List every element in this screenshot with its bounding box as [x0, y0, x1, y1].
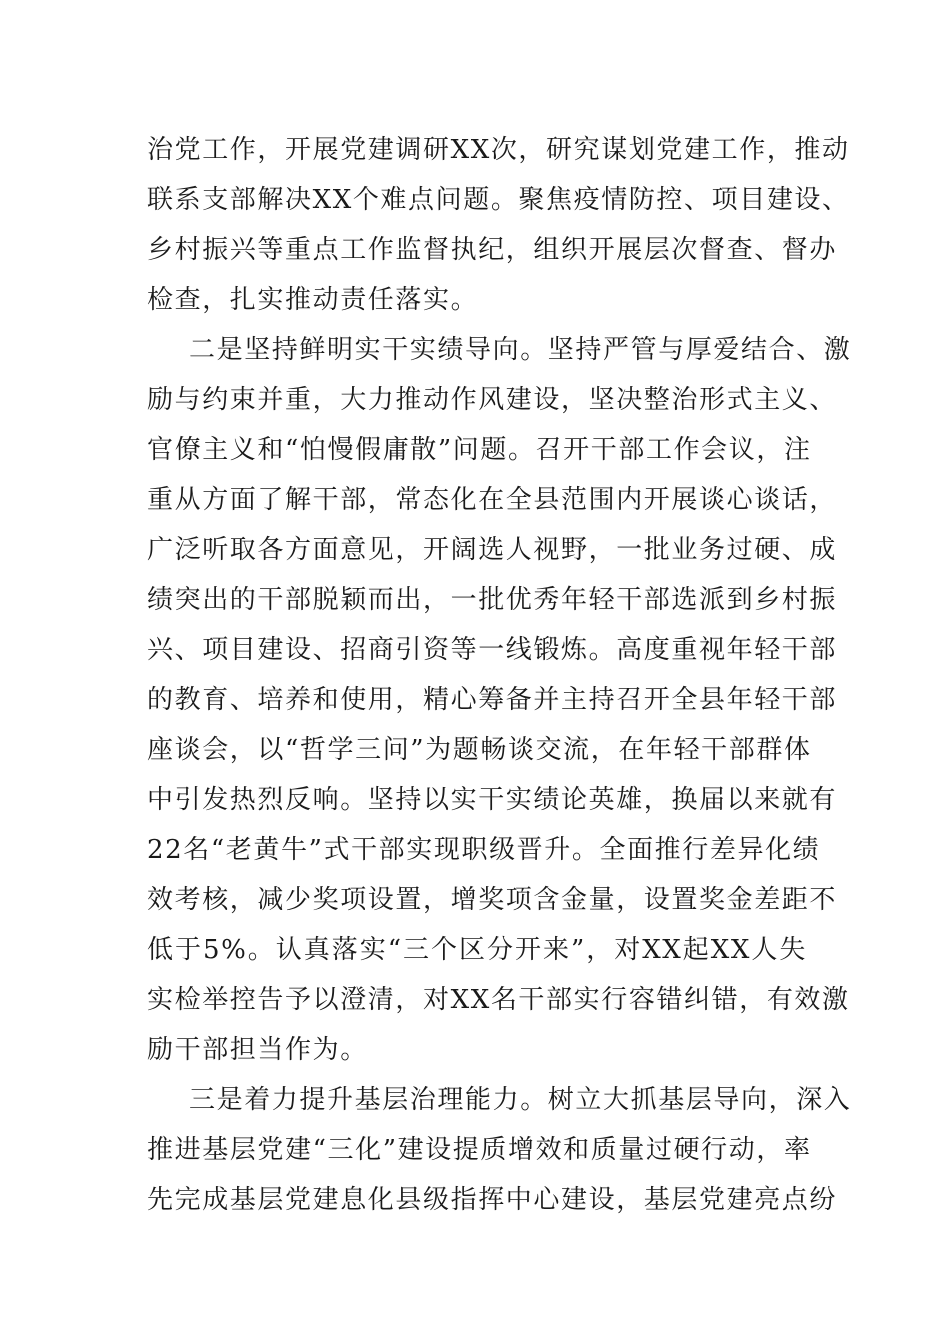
paragraph-line: 座谈会，以“哲学三问”为题畅谈交流，在年轻干部群体: [147, 735, 812, 765]
paragraph-line: 绩突出的干部脱颖而出，一批优秀年轻干部选派到乡村振: [147, 585, 838, 615]
paragraph-line: 联系支部解决XX个难点问题。聚焦疫情防控、项目建设、: [147, 185, 850, 215]
paragraph-line: 检查，扎实推动责任落实。: [147, 285, 479, 315]
paragraph-line: 22名“老黄牛”式干部实现职级晋升。全面推行差异化绩: [147, 835, 821, 865]
paragraph-line: 广泛听取各方面意见，开阔选人视野，一批业务过硬、成: [147, 535, 838, 565]
paragraph-line: 先完成基层党建息化县级指挥中心建设，基层党建亮点纷: [147, 1185, 838, 1215]
paragraph-line: 乡村振兴等重点工作监督执纪，组织开展层次督查、督办: [147, 235, 838, 265]
paragraph-line: 兴、项目建设、招商引资等一线锻炼。高度重视年轻干部: [147, 635, 838, 665]
paragraph-line: 推进基层党建“三化”建设提质增效和质量过硬行动，率: [147, 1135, 812, 1165]
paragraph-line: 效考核，减少奖项设置，增奖项含金量，设置奖金差距不: [147, 885, 838, 915]
paragraph-line: 中引发热烈反响。坚持以实干实绩论英雄，换届以来就有: [147, 785, 838, 815]
paragraph-line: 励与约束并重，大力推动作风建设，坚决整治形式主义、: [147, 385, 838, 415]
paragraph-first-line: 二是坚持鲜明实干实绩导向。坚持严管与厚爱结合、激: [189, 335, 852, 365]
paragraph-line: 治党工作，开展党建调研XX次，研究谋划党建工作，推动: [147, 135, 850, 165]
paragraph-first-line: 三是着力提升基层治理能力。树立大抓基层导向，深入: [189, 1085, 852, 1115]
paragraph-line: 励干部担当作为。: [147, 1035, 368, 1065]
paragraph-line: 实检举控告予以澄清，对XX名干部实行容错纠错，有效激: [147, 985, 850, 1015]
paragraph-line: 官僚主义和“怕慢假庸散”问题。召开干部工作会议，注: [147, 435, 812, 465]
paragraph-line: 的教育、培养和使用，精心筹备并主持召开全县年轻干部: [147, 685, 838, 715]
paragraph-line: 重从方面了解干部，常态化在全县范围内开展谈心谈话，: [147, 485, 838, 515]
paragraph-line: 低于5%。认真落实“三个区分开来”，对XX起XX人失: [147, 935, 807, 965]
